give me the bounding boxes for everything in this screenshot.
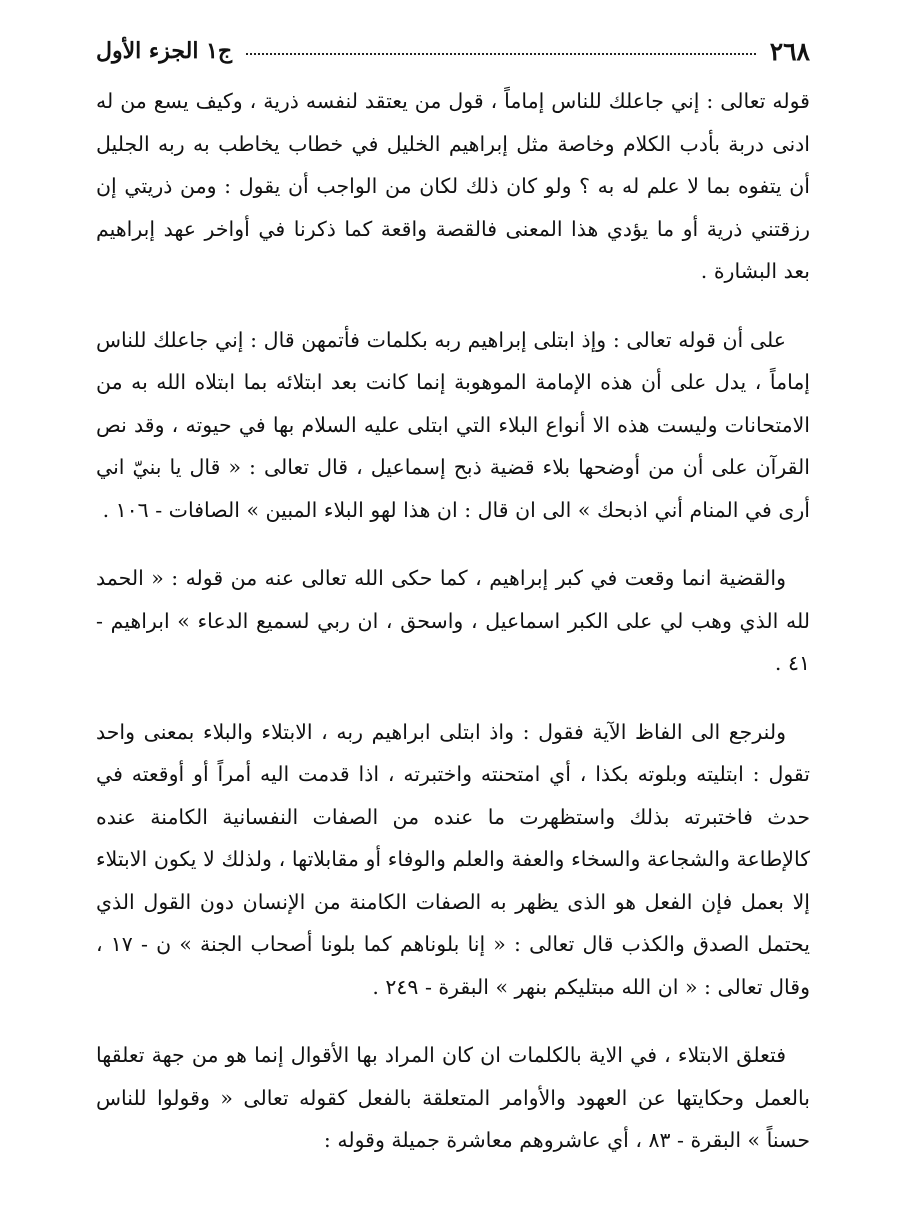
header-dotted-rule xyxy=(246,53,756,55)
paragraph-4: ولنرجع الى الفاظ الآية فقول : واذ ابتلى ابراهيم ربه ، الابتلاء والبلاء بمعنى واحد تقول : ابتليته وبلوته بكذا ، أي امتحنته واختبرته ، اذا قدمت اليه أمراً أو أوقعته في حدث فاختبرته بذلك واستظهرت ما عنده من الصفات النفسانية الكامنة عنده كالإطاعة والشجاعة والسخاء والعفة والعلم والوفاء أو مقابلاتها ، ولذلك لا يكون الابتلاء إلا بعمل فإن الفعل هو الذى يظهر به الصفات الكامنة من الإنسان دون القول الذي يحتمل الصدق والكذب قال تعالى : « إنا بلوناهم كما بلونا أصحاب الجنة » ن - ١٧ ، وقال تعالى : « ان الله مبتليكم بنهر » البقرة - ٢٤٩ . xyxy=(96,719,810,999)
paragraph-1: قوله تعالى : إني جاعلك للناس إماماً ، قول من يعتقد لنفسه ذرية ، وكيف يسع من له ادنى دربة بأدب الكلام وخاصة مثل إبراهيم الخليل في خطاب يخاطب به ربه الجليل أن يتفوه بما لا علم له به ؟ ولو كان ذلك لكان من الواجب أن يقول : ومن ذريتي إن رزقتني ذرية أو ما يؤدي هذا المعنى فالقصة واقعة كما ذكرنا في أواخر عهد إبراهيم بعد البشارة . xyxy=(96,89,810,283)
body-text xyxy=(96,80,810,1162)
paragraph-5: فتعلق الابتلاء ، في الاية بالكلمات ان كان المراد بها الأقوال إنما هو من جهة تعلقها بالعمل وحكايتها عن العهود والأوامر المتعلقة بالفعل كقوله تعالى « وقولوا للناس حسناً » البقرة - ٨٣ ، أي عاشروهم معاشرة جميلة وقوله : xyxy=(96,1043,810,1152)
book-page xyxy=(96,28,810,1178)
page-number: ٢٦٨ xyxy=(769,36,810,66)
page-header xyxy=(96,28,810,74)
paragraph-3: والقضية انما وقعت في كبر إبراهيم ، كما حكى الله تعالى عنه من قوله : « الحمد لله الذي وهب لي على الكبر اسماعيل ، واسحق ، ان ربي لسميع الدعاء » ابراهيم - ٤١ . xyxy=(96,566,810,675)
running-title: ج١ الجزء الأول xyxy=(96,38,233,64)
paragraph-2: على أن قوله تعالى : وإذ ابتلى إبراهيم ربه بكلمات فأتمهن قال : إني جاعلك للناس إماماً ، يدل على أن هذه الإمامة الموهوبة إنما كانت بعد ابتلائه بما ابتلاه الله به من الامتحانات وليست هذه الا أنواع البلاء التي ابتلى عليه السلام بها في حيوته ، وقد نص القرآن على أن من أوضحها بلاء قضية ذبح إسماعيل ، قال تعالى : « قال يا بنيّ اني أرى في المنام أني اذبحك » الى ان قال : ان هذا لهو البلاء المبين » الصافات - ١٠٦ . xyxy=(96,327,810,522)
